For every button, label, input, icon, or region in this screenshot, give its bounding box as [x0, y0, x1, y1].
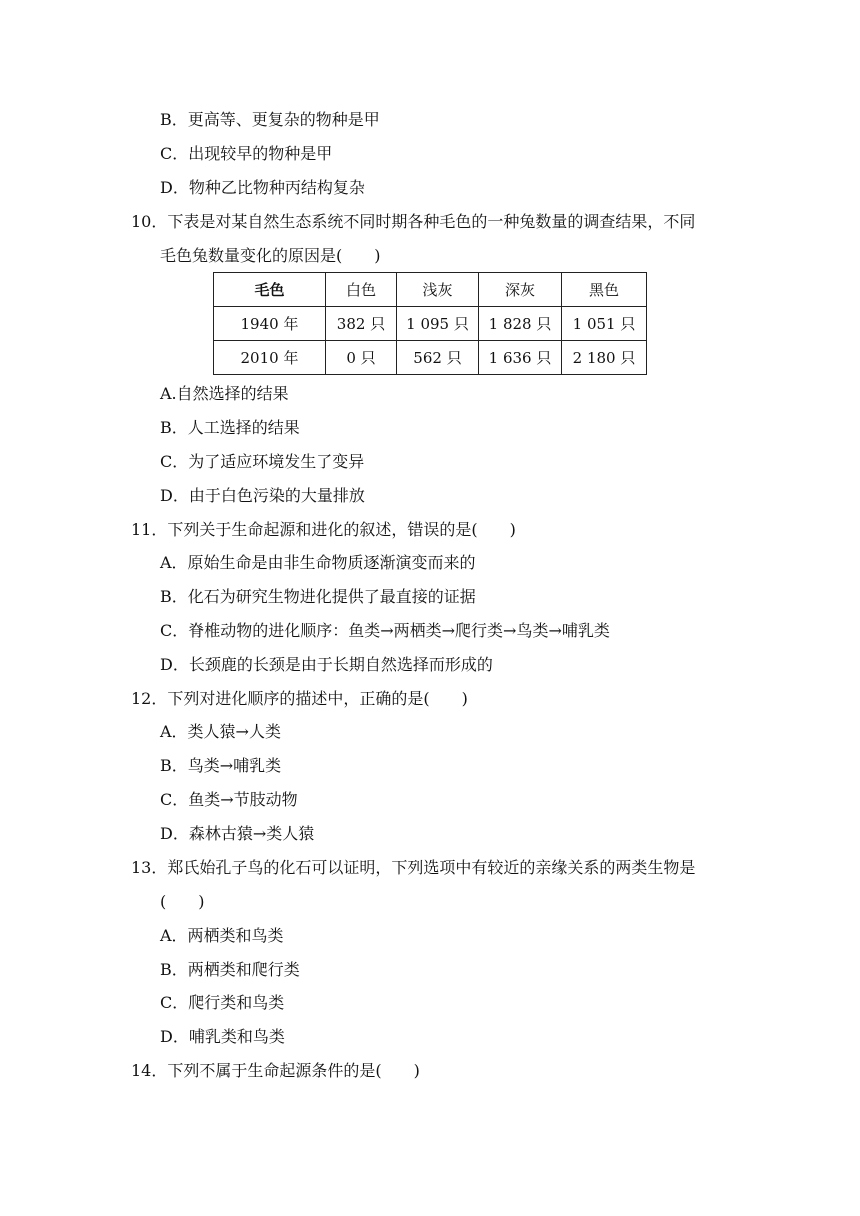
table-cell: 2010 年 — [214, 341, 326, 375]
q10-stem-line2: 毛色兔数量变化的原因是( ) — [160, 246, 381, 265]
table-cell: 1 051 只 — [562, 307, 647, 341]
q12-stem: 12．下列对进化顺序的描述中，正确的是( ) — [131, 689, 468, 708]
table-cell: 1 095 只 — [397, 307, 479, 341]
table-cell: 0 只 — [326, 341, 397, 375]
q13-stem-line2: ( ) — [160, 892, 205, 911]
q11-stem: 11．下列关于生命起源和进化的叙述，错误的是( ) — [131, 520, 516, 539]
table-cell: 1 828 只 — [479, 307, 562, 341]
table-header-cell: 深灰 — [479, 273, 562, 307]
q10-option-b: B．人工选择的结果 — [160, 418, 300, 437]
table-header-row — [214, 273, 647, 307]
table-row — [214, 307, 647, 341]
table-cell: 1940 年 — [214, 307, 326, 341]
q13-option-a: A．两栖类和鸟类 — [160, 926, 284, 945]
q9-option-d: D．物种乙比物种丙结构复杂 — [160, 178, 365, 197]
rabbit-survey-table — [213, 272, 647, 375]
table-header-cell: 白色 — [326, 273, 397, 307]
table-header-cell: 毛色 — [214, 273, 326, 307]
table-header-cell: 黑色 — [562, 273, 647, 307]
q12-option-d: D．森林古猿→类人猿 — [160, 824, 315, 843]
table-cell: 1 636 只 — [479, 341, 562, 375]
q9-option-c: C．出现较早的物种是甲 — [160, 144, 333, 163]
q11-option-a: A．原始生命是由非生命物质逐渐演变而来的 — [160, 553, 476, 572]
q13-option-b: B．两栖类和爬行类 — [160, 960, 300, 979]
q10-stem-line1: 10．下表是对某自然生态系统不同时期各种毛色的一种兔数量的调查结果，不同 — [131, 212, 696, 231]
q11-option-c: C．脊椎动物的进化顺序：鱼类→两栖类→爬行类→鸟类→哺乳类 — [160, 621, 610, 640]
table-cell: 2 180 只 — [562, 341, 647, 375]
table-cell: 382 只 — [326, 307, 397, 341]
q11-option-b: B．化石为研究生物进化提供了最直接的证据 — [160, 587, 476, 606]
table-row — [214, 341, 647, 375]
q13-option-d: D．哺乳类和鸟类 — [160, 1027, 285, 1046]
q13-stem-line1: 13．郑氏始孔子鸟的化石可以证明，下列选项中有较近的亲缘关系的两类生物是 — [131, 858, 696, 877]
q12-option-c: C．鱼类→节肢动物 — [160, 790, 298, 809]
table-cell: 562 只 — [397, 341, 479, 375]
q13-option-c: C．爬行类和鸟类 — [160, 993, 285, 1012]
q11-option-d: D．长颈鹿的长颈是由于长期自然选择而形成的 — [160, 655, 493, 674]
q12-option-b: B．鸟类→哺乳类 — [160, 756, 282, 775]
q10-option-c: C．为了适应环境发生了变异 — [160, 452, 365, 471]
q9-option-b: B．更高等、更复杂的物种是甲 — [160, 110, 380, 129]
q10-option-d: D．由于白色污染的大量排放 — [160, 486, 365, 505]
table-header-cell: 浅灰 — [397, 273, 479, 307]
q12-option-a: A．类人猿→人类 — [160, 722, 281, 741]
q10-option-a: A.自然选择的结果 — [160, 384, 289, 403]
q14-stem: 14．下列不属于生命起源条件的是( ) — [131, 1061, 420, 1080]
